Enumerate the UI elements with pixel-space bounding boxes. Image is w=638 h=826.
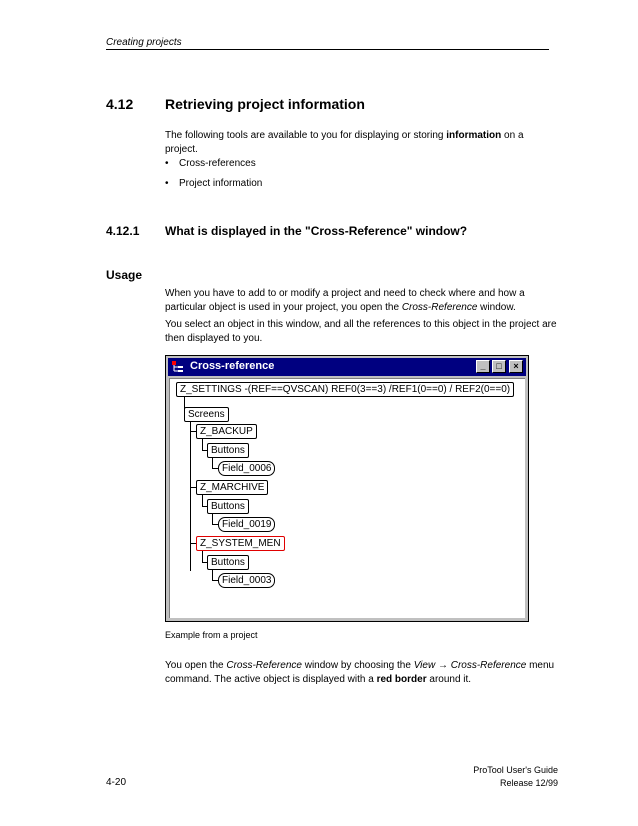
tree-connector bbox=[190, 419, 191, 571]
tree-node-field[interactable]: Field_0006 bbox=[218, 461, 275, 476]
usage-paragraph-2: You select an object in this window, and all the references to this object in the project are then displayed to you. bbox=[165, 319, 557, 344]
tree-node-root[interactable]: Z_SETTINGS -(REF==QVSCAN) REF0(3==3) /REF1(0==0) / REF2(0==0) bbox=[176, 382, 514, 397]
bullet-item: • Project information bbox=[165, 178, 263, 189]
section-number: 4.12 bbox=[106, 96, 134, 112]
close-button[interactable]: × bbox=[509, 360, 523, 373]
bullet-item: • Cross-references bbox=[165, 158, 256, 169]
page-number: 4-20 bbox=[106, 777, 127, 788]
tree-node-buttons[interactable]: Buttons bbox=[207, 555, 249, 570]
tree-view[interactable] bbox=[169, 378, 525, 618]
footer-guide-title: ProTool User's Guide bbox=[473, 765, 558, 775]
window-title: Cross-reference bbox=[190, 360, 275, 372]
usage-heading: Usage bbox=[106, 268, 143, 282]
maximize-button[interactable]: □ bbox=[492, 360, 506, 373]
tree-connector bbox=[202, 494, 203, 506]
closing-paragraph: You open the Cross-Reference window by choosing the View → Cross-Reference menu command. The active object is displayed with a red border around it. bbox=[165, 660, 555, 685]
tree-node-active-screen[interactable]: Z_SYSTEM_MEN bbox=[196, 536, 285, 551]
running-header: Creating projects bbox=[106, 37, 182, 48]
figure-caption: Example from a project bbox=[165, 630, 258, 640]
tree-node-field[interactable]: Field_0003 bbox=[218, 573, 275, 588]
tree-node-screen[interactable]: Z_BACKUP bbox=[196, 424, 257, 439]
section-title: Retrieving project information bbox=[165, 96, 365, 112]
tree-node-field[interactable]: Field_0019 bbox=[218, 517, 275, 532]
app-icon bbox=[171, 360, 185, 374]
subsection-title: What is displayed in the "Cross-Reference" window? bbox=[165, 224, 468, 238]
minimize-button[interactable]: _ bbox=[476, 360, 490, 373]
subsection-number: 4.12.1 bbox=[106, 224, 140, 238]
footer-release: Release 12/99 bbox=[499, 778, 558, 788]
tree-node-screens[interactable]: Screens bbox=[184, 407, 229, 422]
tree-connector bbox=[202, 550, 203, 562]
tree-node-buttons[interactable]: Buttons bbox=[207, 499, 249, 514]
usage-paragraph-1: When you have to add to or modify a project and need to check where and how a particular object is used in your project, you open the Cross-Reference window. bbox=[165, 288, 525, 313]
tree-connector bbox=[202, 438, 203, 450]
intro-paragraph: The following tools are available to you for displaying or storing information on a project. bbox=[165, 130, 524, 155]
tree-node-screen[interactable]: Z_MARCHIVE bbox=[196, 480, 268, 495]
tree-node-buttons[interactable]: Buttons bbox=[207, 443, 249, 458]
cross-reference-window bbox=[165, 355, 529, 622]
header-rule bbox=[106, 49, 549, 50]
window-titlebar bbox=[168, 358, 526, 376]
